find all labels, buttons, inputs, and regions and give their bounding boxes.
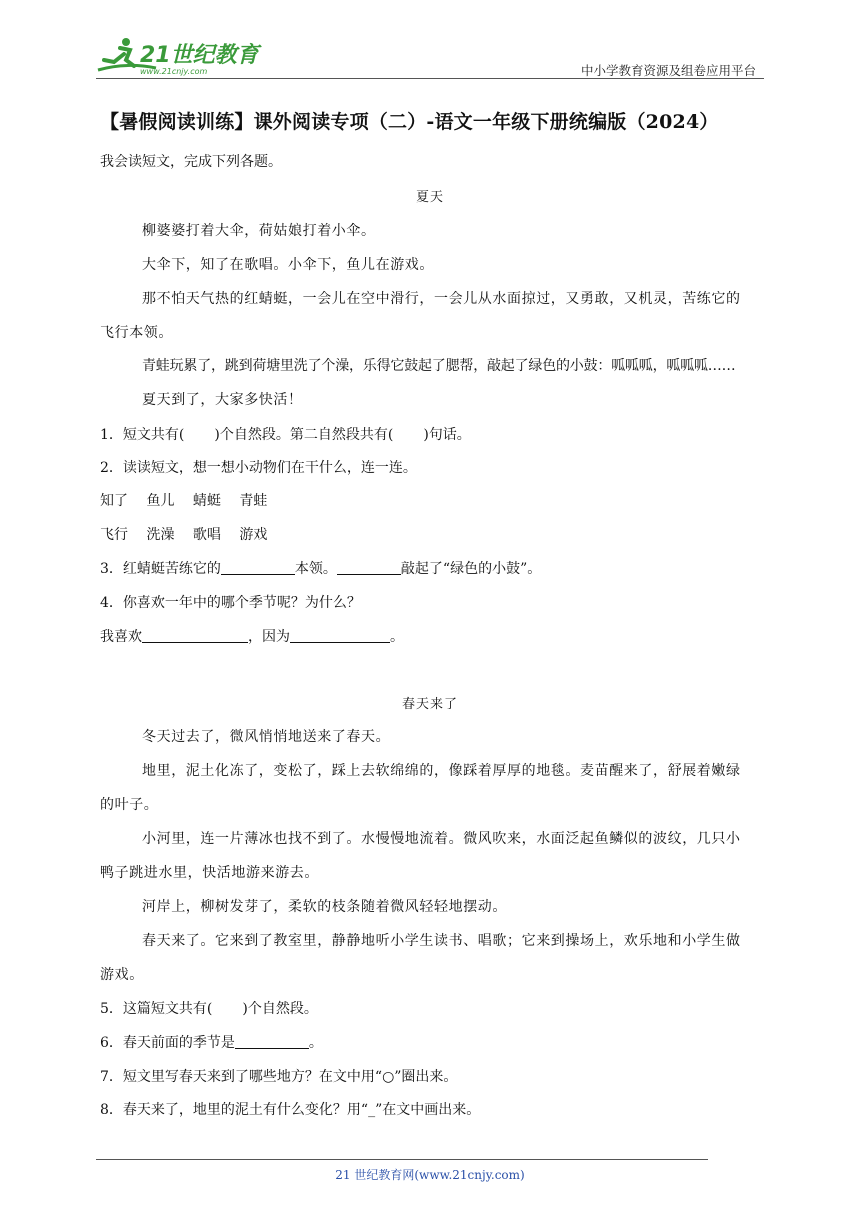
passage2-paragraph: 小河里，连一片薄冰也找不到了。水慢慢地流着。微风吹来，水面泛起鱼鳞似的波纹，几只小	[142, 831, 741, 847]
passage1-paragraph: 青蛙玩累了，跳到荷塘里洗了个澡，乐得它鼓起了腮帮，敲起了绿色的小鼓：呱呱呱，呱呱呱……	[142, 358, 736, 374]
platform-name: 中小学教育资源及组卷应用平台	[580, 63, 756, 78]
document-title: 【暑假阅读训练】课外阅读专项（二）-语文一年级下册统编版（2024）	[100, 111, 719, 133]
question-3	[100, 558, 541, 578]
logo-text: 21世纪教育	[140, 43, 259, 68]
match-item[interactable]: 知了	[100, 493, 128, 509]
answer-blank[interactable]	[337, 560, 401, 575]
answer-blank[interactable]	[290, 628, 390, 643]
footer-divider	[96, 1159, 708, 1160]
question-text: 5．这篇短文共有(	[100, 1001, 213, 1017]
match-item[interactable]: 飞行	[100, 527, 128, 543]
match-item[interactable]: 歌唱	[192, 527, 221, 543]
question-text: 1．短文共有(	[100, 427, 185, 443]
passage2-title: 春天来了	[401, 697, 458, 712]
question-text: 本领。	[294, 561, 337, 577]
question-text: 我喜欢	[100, 629, 142, 645]
instruction: 我会读短文，完成下列各题。	[100, 154, 282, 170]
answer-blank[interactable]	[221, 560, 295, 575]
passage1-paragraph: 夏天到了，大家多快活！	[142, 392, 303, 408]
question-text: 。	[390, 629, 404, 645]
logo-url: www.21cnjy.com	[140, 67, 208, 76]
match-item[interactable]: 青蛙	[239, 493, 268, 509]
answer-blank[interactable]	[235, 1034, 309, 1049]
question-text: )个自然段。	[242, 1001, 318, 1017]
passage1-title: 夏天	[415, 190, 444, 205]
runner-logo-icon	[96, 36, 266, 78]
passage2-paragraph: 河岸上，柳树发芽了，柔软的枝条随着微风轻轻地摆动。	[142, 899, 507, 915]
question-4-answer	[100, 626, 404, 646]
question-1	[100, 424, 471, 444]
passage1-paragraph: 柳婆婆打着大伞，荷姑娘打着小伞。	[142, 223, 376, 239]
question-7: 7．短文里写春天来到了哪些地方？在文中用“○”圈出来。	[100, 1069, 458, 1085]
question-text: )个自然段。第二自然段共有(	[214, 427, 394, 443]
question-8: 8．春天来了，地里的泥土有什么变化？用“_”在文中画出来。	[100, 1102, 481, 1118]
question-text: 3．红蜻蜓苦练它的	[100, 561, 221, 577]
question-text: 6．春天前面的季节是	[100, 1035, 235, 1051]
passage2-paragraph: 冬天过去了，微风悄悄地送来了春天。	[142, 729, 391, 745]
page-header	[0, 0, 860, 82]
answer-blank[interactable]	[142, 628, 248, 643]
passage2-paragraph: 春天来了。它来到了教室里，静静地听小学生读书、唱歌；它来到操场上，欢乐地和小学生做	[142, 933, 741, 949]
match-row-actions	[100, 524, 267, 544]
passage1-paragraph-cont: 飞行本领。	[100, 325, 173, 341]
match-item[interactable]: 鱼儿	[146, 493, 175, 509]
match-row-animals	[100, 490, 267, 510]
question-text: 。	[308, 1035, 323, 1051]
passage1-paragraph: 大伞下，知了在歌唱。小伞下，鱼儿在游戏。	[142, 257, 434, 273]
passage2-paragraph-cont: 的叶子。	[100, 797, 159, 813]
question-text: 敲起了“绿色的小鼓”。	[400, 561, 542, 577]
match-item[interactable]: 洗澡	[146, 527, 175, 543]
question-6	[100, 1032, 323, 1052]
passage2-paragraph-cont: 鸭子跳进水里，快活地游来游去。	[100, 865, 319, 881]
match-item[interactable]: 游戏	[239, 527, 268, 543]
question-text: )句话。	[423, 427, 471, 443]
header-divider	[96, 78, 764, 79]
passage2-paragraph-cont: 游戏。	[100, 967, 144, 983]
match-item[interactable]: 蜻蜓	[192, 493, 221, 509]
question-5	[100, 998, 318, 1018]
question-text: ，因为	[248, 629, 290, 645]
passage2-paragraph: 地里，泥土化冻了，变松了，踩上去软绵绵的，像踩着厚厚的地毯。麦苗醒来了，舒展着嫩绿	[142, 763, 741, 779]
question-2: 2．读读短文，想一想小动物们在干什么，连一连。	[100, 460, 417, 476]
footer-link[interactable]: 21 世纪教育网(www.21cnjy.com)	[335, 1168, 525, 1182]
passage1-paragraph: 那不怕天气热的红蜻蜓，一会儿在空中滑行，一会儿从水面掠过，又勇敢，又机灵，苦练它的	[142, 291, 741, 307]
question-4: 4．你喜欢一年中的哪个季节呢？为什么？	[100, 595, 361, 611]
site-logo[interactable]	[96, 36, 266, 78]
